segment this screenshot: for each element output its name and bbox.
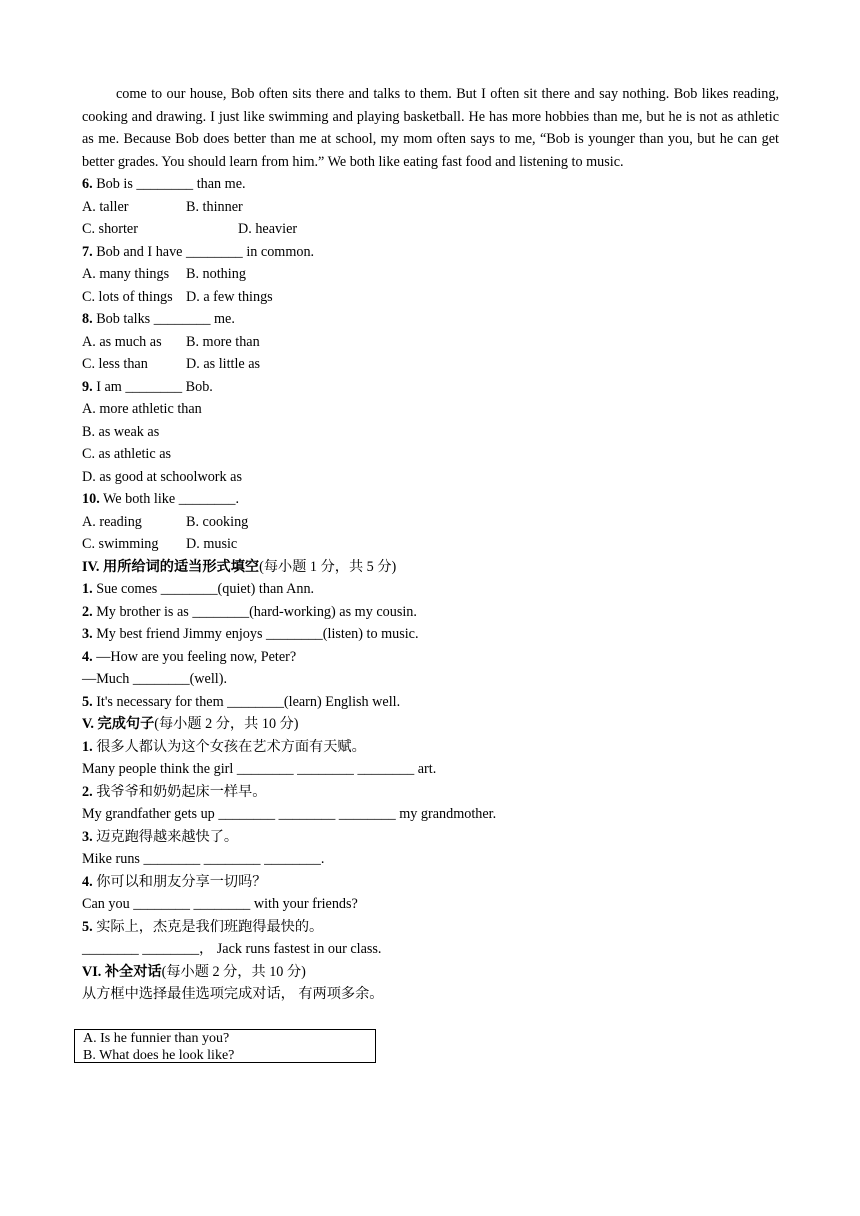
section-note: (每小题 2 分，共 10 分) bbox=[161, 963, 306, 980]
option-d: D. music bbox=[186, 536, 238, 552]
list-item: 5. It's necessary for them ________(learn) English well. bbox=[82, 693, 401, 710]
question-stem: Bob talks ________ me. bbox=[92, 311, 235, 327]
question-8 bbox=[82, 308, 779, 376]
option-c: C. shorter bbox=[82, 221, 138, 237]
english-sentence: My grandfather gets up ________ ________ ________ my grandmother. bbox=[82, 806, 497, 822]
option-a: A. reading bbox=[82, 513, 142, 530]
option-d: D. a few things bbox=[186, 288, 273, 305]
section-vi bbox=[82, 961, 779, 1006]
question-stem: I am ________ Bob. bbox=[92, 378, 213, 395]
list-item: —Much ________(well). bbox=[82, 671, 228, 687]
option-a: A. more athletic than bbox=[82, 401, 202, 417]
section-title: VI. 补全对话 bbox=[82, 963, 162, 980]
section-title: V. 完成句子 bbox=[82, 716, 155, 732]
option-a: A. as much as bbox=[82, 333, 162, 350]
option-d: D. heavier bbox=[238, 221, 298, 237]
question-number: 6. bbox=[82, 176, 93, 192]
chinese-prompt: 3. 迈克跑得越来越快了。 bbox=[82, 828, 239, 845]
question-7 bbox=[82, 241, 779, 309]
reading-passage: come to our house, Bob often sits there and talks to them. But I often sit there and say nothing. Bob likes reading, cooking and drawing. I just like swimming and playing basketball. He has more hobbies than me, but he is not as athletic as me. Because Bob does better than me at school, my mom often says to me, “Bob is younger than you, but he can get better grades. You should learn from him.” We both like eating fast food and listening to music. bbox=[82, 86, 779, 170]
option-c: C. swimming bbox=[82, 536, 159, 552]
english-sentence: ________ ________， Jack runs fastest in our class. bbox=[82, 941, 382, 957]
option-c: C. less than bbox=[82, 356, 148, 372]
english-sentence: Mike runs ________ ________ ________. bbox=[82, 851, 325, 867]
question-number: 10. bbox=[82, 491, 100, 507]
section-instruction: 从方框中选择最佳选项完成对话， 有两项多余。 bbox=[82, 986, 384, 1002]
option-b: B. more than bbox=[186, 333, 260, 350]
list-item: 4. —How are you feeling now, Peter? bbox=[82, 648, 297, 665]
box-option-b: B. What does he look like? bbox=[83, 1048, 235, 1063]
chinese-prompt: 2. 我爷爷和奶奶起床一样早。 bbox=[82, 783, 267, 800]
option-a: A. many things bbox=[82, 266, 170, 282]
list-item: 3. My best friend Jimmy enjoys ________(listen) to music. bbox=[82, 626, 419, 642]
question-9 bbox=[82, 376, 779, 489]
options-box bbox=[74, 1029, 376, 1063]
worksheet-page bbox=[82, 83, 779, 1006]
section-note: (每小题 2 分，共 10 分) bbox=[154, 716, 299, 732]
chinese-prompt: 4. 你可以和朋友分享一切吗？ bbox=[82, 873, 267, 890]
question-stem: We both like ________. bbox=[99, 491, 240, 507]
option-b: B. cooking bbox=[186, 513, 249, 530]
option-b: B. nothing bbox=[186, 266, 246, 282]
question-stem: Bob and I have ________ in common. bbox=[92, 243, 315, 260]
option-c: C. as athletic as bbox=[82, 446, 172, 462]
option-c: C. lots of things bbox=[82, 288, 173, 305]
option-d: D. as little as bbox=[186, 356, 261, 372]
option-d: D. as good at schoolwork as bbox=[82, 468, 242, 485]
english-sentence: Can you ________ ________ with your friends? bbox=[82, 896, 358, 912]
section-title: IV. 用所给词的适当形式填空 bbox=[82, 558, 260, 575]
section-iv bbox=[82, 556, 779, 714]
question-10 bbox=[82, 488, 779, 556]
question-number: 8. bbox=[82, 311, 93, 327]
option-b: B. thinner bbox=[186, 198, 243, 215]
section-note: (每小题 1 分，共 5 分) bbox=[259, 558, 397, 575]
option-a: A. taller bbox=[82, 198, 129, 215]
question-stem: Bob is ________ than me. bbox=[92, 176, 246, 192]
chinese-prompt: 1. 很多人都认为这个女孩在艺术方面有天赋。 bbox=[82, 738, 366, 755]
english-sentence: Many people think the girl ________ ________ ________ art. bbox=[82, 761, 437, 777]
list-item: 1. Sue comes ________(quiet) than Ann. bbox=[82, 581, 315, 597]
section-v bbox=[82, 713, 779, 961]
list-item: 2. My brother is as ________(hard-working) as my cousin. bbox=[82, 603, 417, 620]
option-b: B. as weak as bbox=[82, 423, 160, 440]
question-number: 9. bbox=[82, 378, 93, 395]
chinese-prompt: 5. 实际上，杰克是我们班跑得最快的。 bbox=[82, 918, 324, 935]
question-number: 7. bbox=[82, 243, 93, 260]
question-6 bbox=[82, 173, 779, 241]
box-option-a: A. Is he funnier than you? bbox=[83, 1031, 230, 1046]
